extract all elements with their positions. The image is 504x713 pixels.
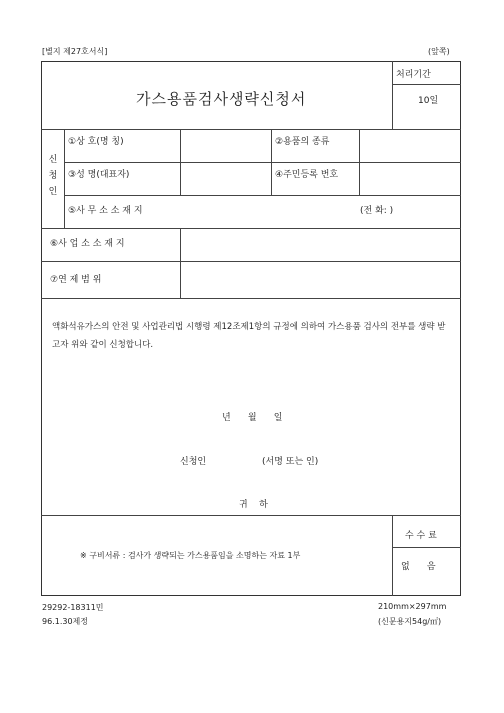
representative-field[interactable] [181, 163, 270, 194]
divider [392, 61, 393, 129]
resident-number-label: ④주민등록 번호 [275, 170, 339, 180]
office-address-label: ⑤사 무 소 소 재 지 [68, 206, 143, 216]
enactment-date: 96.1.30제정 [42, 617, 88, 626]
document-code: 29292-18311민 [42, 603, 104, 612]
divider [392, 515, 393, 596]
form-title: 가스용품검사생략신청서 [136, 90, 307, 108]
divider [392, 547, 461, 548]
business-address-field[interactable] [181, 229, 460, 260]
representative-label: ③성 명(대표자) [68, 170, 130, 180]
applicant-section-label: 신청인 [48, 155, 58, 197]
signature-seal: (서명 또는 인) [262, 457, 319, 467]
signature-field[interactable] [210, 450, 260, 466]
date-line: 년 월 일 [222, 413, 283, 423]
divider [271, 129, 272, 195]
product-type-label: ②용품의 종류 [275, 137, 330, 147]
page-side-label: (앞쪽) [428, 47, 450, 56]
divider [41, 515, 461, 516]
company-name-field[interactable] [181, 130, 270, 161]
resident-number-field[interactable] [360, 163, 460, 194]
signature-label: 신청인 [180, 457, 207, 467]
product-type-field[interactable] [360, 130, 460, 161]
phone-label: (전 화: ) [360, 206, 394, 216]
form-number: [별지 제27호서식] [42, 47, 108, 56]
fee-label: 수 수 료 [405, 531, 437, 541]
divider [64, 129, 65, 228]
fee-value: 없 음 [401, 562, 436, 572]
processing-period-label: 처리기간 [396, 70, 431, 80]
declaration-text: 액화석유가스의 안전 및 사업관리법 시행령 제12조제1항의 규정에 의하여 가스용품 검사의 전부를 생략 받고자 위와 같이 신청합니다. [52, 322, 446, 350]
annual-range-label: ⑦연 제 범 위 [50, 275, 102, 285]
office-address-field[interactable] [181, 196, 359, 227]
paper-type: (신문용지54g/㎡) [378, 617, 442, 626]
addressee: 귀 하 [239, 500, 268, 510]
company-name-label: ①상 호(명 칭) [68, 137, 124, 147]
attachment-note: ※ 구비서류 : 검사가 생략되는 가스용품임을 소명하는 자료 1부 [80, 551, 301, 560]
annual-range-field[interactable] [181, 262, 460, 297]
paper-size: 210mm×297mm [378, 602, 447, 611]
business-address-label: ⑥사 업 소 소 재 지 [50, 239, 125, 249]
processing-period-value: 10일 [418, 96, 439, 106]
divider [392, 84, 461, 85]
divider [41, 298, 461, 299]
